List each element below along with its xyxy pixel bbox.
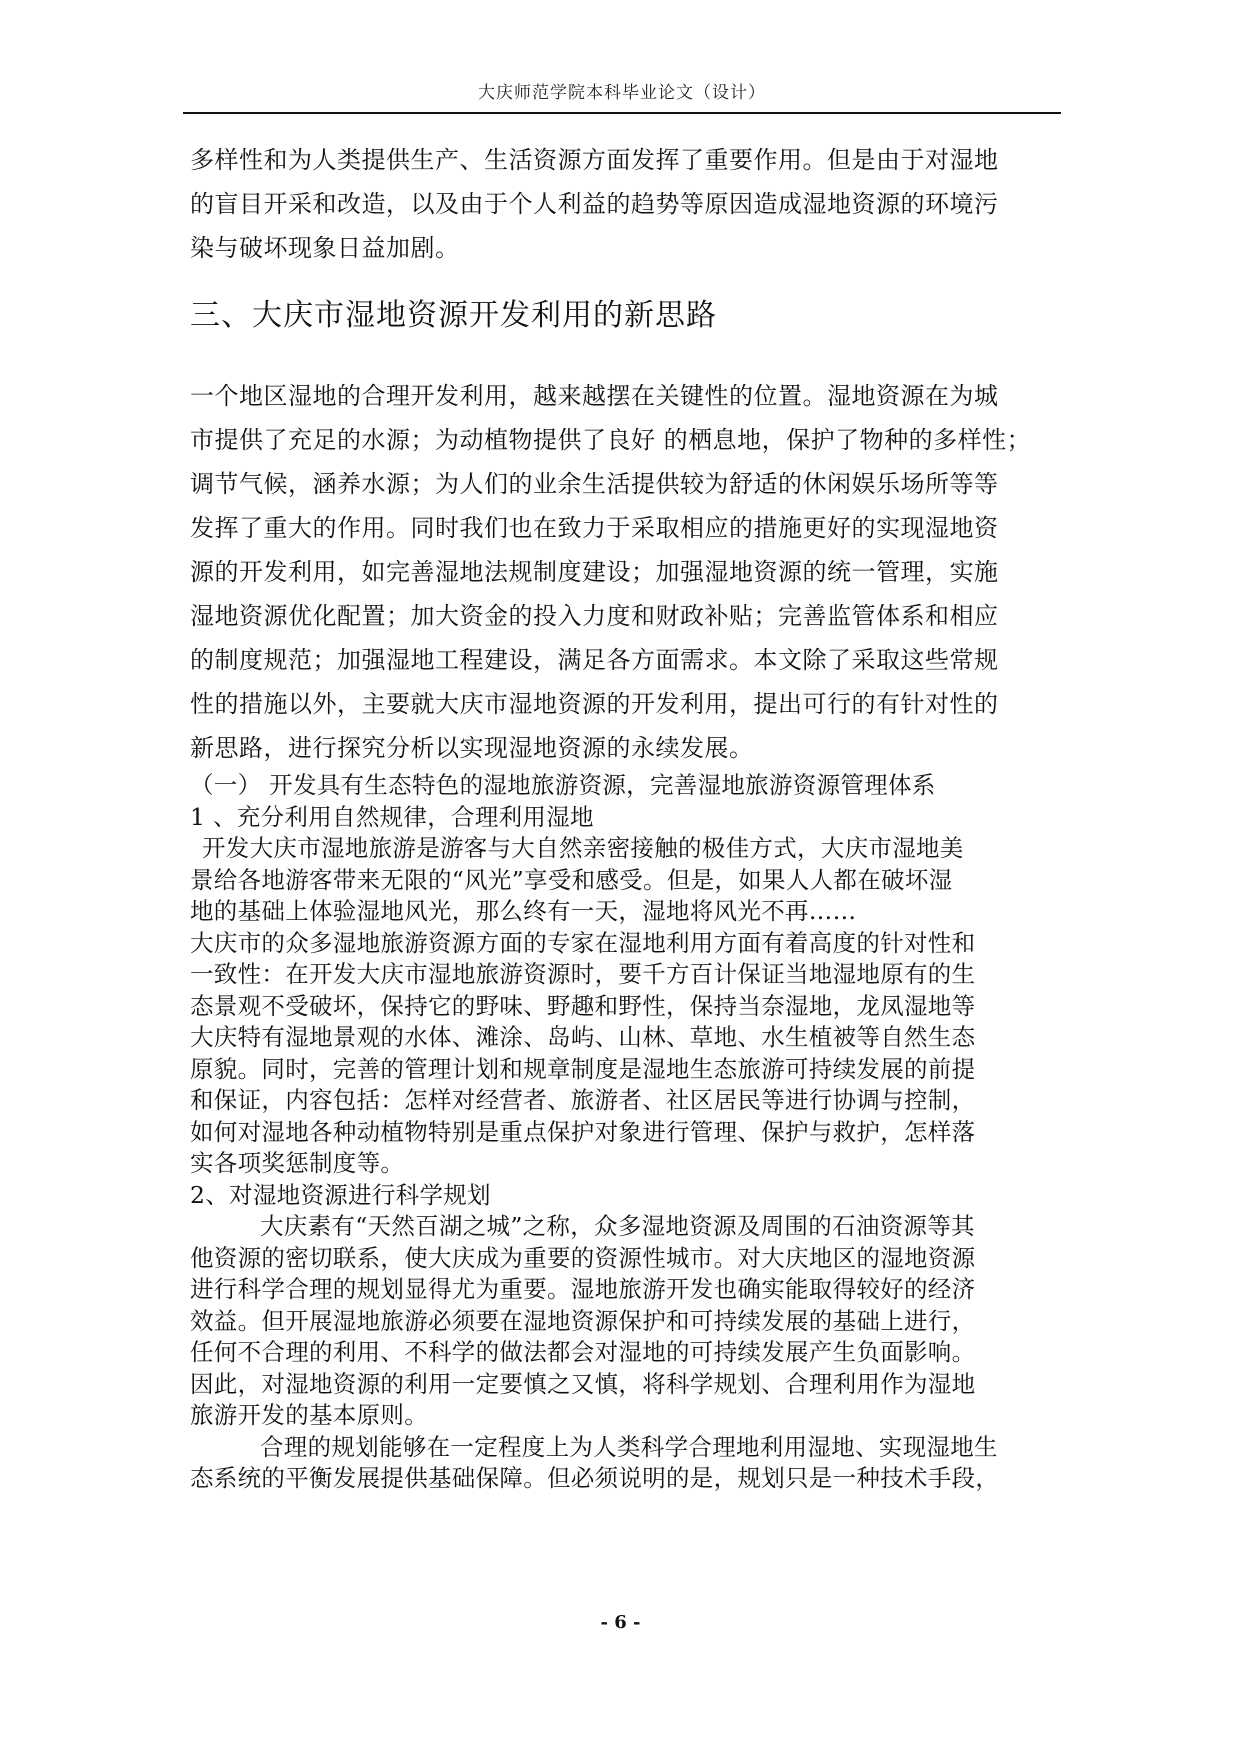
- text-line: 发挥了重大的作用。同时我们也在致力于采取相应的措施更好的实现湿地资: [190, 514, 999, 542]
- dense-section: [190, 770, 1070, 1495]
- running-header: 大庆师范学院本科毕业论文（设计）: [478, 83, 766, 103]
- text-line: 的制度规范；加强湿地工程建设，满足各方面需求。本文除了采取这些常规: [190, 646, 999, 674]
- text-line: 如何对湿地各种动植物特别是重点保护对象进行管理、保护与救护，怎样落: [190, 1117, 976, 1146]
- text-line: 源的开发利用，如完善湿地法规制度建设；加强湿地资源的统一管理，实施: [190, 558, 999, 586]
- text-line: 大庆素有“天然百湖之城”之称，众多湿地资源及周围的石油资源等其: [260, 1212, 975, 1240]
- subheading: 2、对湿地资源进行科学规划: [190, 1180, 491, 1209]
- header-rule: [183, 112, 1061, 114]
- text-line: 新思路，进行探究分析以实现湿地资源的永续发展。: [190, 734, 754, 762]
- text-line: 大庆市的众多湿地旅游资源方面的专家在湿地利用方面有着高度的针对性和: [190, 928, 976, 957]
- section-heading: 三、大庆市湿地资源开发利用的新思路: [190, 298, 717, 333]
- text-line: 性的措施以外，主要就大庆市湿地资源的开发利用，提出可行的有针对性的: [190, 690, 999, 718]
- text-line: 态景观不受破坏，保持它的野味、野趣和野性，保持当奈湿地，龙凤湿地等: [190, 991, 976, 1020]
- page-number: - 6 -: [600, 1612, 641, 1633]
- text-line: 的盲目开采和改造，以及由于个人利益的趋势等原因造成湿地资源的环境污: [190, 190, 999, 218]
- text-line: 一致性：在开发大庆市湿地旅游资源时，要千方百计保证当地湿地原有的生: [190, 960, 976, 988]
- text-line: 他资源的密切联系，使大庆成为重要的资源性城市。对大庆地区的湿地资源: [190, 1243, 976, 1272]
- text-line: 开发大庆市湿地旅游是游客与大自然亲密接触的极佳方式，大庆市湿地美: [202, 834, 964, 862]
- text-line: 一个地区湿地的合理开发利用，越来越摆在关键性的位置。湿地资源在为城: [190, 382, 999, 410]
- intro-paragraph: [190, 138, 1070, 270]
- paragraph: [190, 374, 1070, 770]
- text-line: 地的基础上体验湿地风光，那么终有一天，湿地将风光不再……: [190, 897, 857, 925]
- text-line: 原貌。同时，完善的管理计划和规章制度是湿地生态旅游可持续发展的前提: [190, 1054, 976, 1083]
- text-line: 多样性和为人类提供生产、生活资源方面发挥了重要作用。但是由于对湿地: [190, 146, 999, 174]
- text-line: 旅游开发的基本原则。: [190, 1401, 428, 1429]
- text-line: 市提供了充足的水源；为动植物提供了良好 的栖息地，保护了物种的多样性；: [190, 426, 1032, 454]
- text-line: 实各项奖惩制度等。: [190, 1149, 405, 1177]
- text-line: 因此，对湿地资源的利用一定要慎之又慎，将科学规划、合理利用作为湿地: [190, 1369, 976, 1398]
- text-line: 效益。但开展湿地旅游必须要在湿地资源保护和可持续发展的基础上进行，: [190, 1306, 976, 1335]
- text-line: 湿地资源优化配置；加大资金的投入力度和财政补贴；完善监管体系和相应: [190, 602, 999, 630]
- text-line: 染与破坏现象日益加剧。: [190, 234, 460, 262]
- text-line: 大庆特有湿地景观的水体、滩涂、岛屿、山林、草地、水生植被等自然生态: [190, 1023, 976, 1051]
- text-line: 进行科学合理的规划显得尤为重要。湿地旅游开发也确实能取得较好的经济: [190, 1275, 976, 1303]
- subheading: 1 、充分利用自然规律，合理利用湿地: [190, 802, 594, 831]
- text-line: 和保证，内容包括：怎样对经营者、旅游者、社区居民等进行协调与控制，: [190, 1086, 976, 1114]
- subheading: （一） 开发具有生态特色的湿地旅游资源，完善湿地旅游资源管理体系: [190, 771, 936, 799]
- text-line: 景给各地游客带来无限的“风光”享受和感受。但是，如果人人都在破坏湿: [190, 865, 953, 894]
- text-line: 态系统的平衡发展提供基础保障。但必须说明的是，规划只是一种技术手段，: [190, 1464, 1000, 1492]
- text-line: 调节气候，涵养水源；为人们的业余生活提供较为舒适的休闲娱乐场所等等: [190, 470, 999, 498]
- text-line: 合理的规划能够在一定程度上为人类科学合理地利用湿地、实现湿地生: [260, 1432, 998, 1461]
- text-line: 任何不合理的利用、不科学的做法都会对湿地的可持续发展产生负面影响。: [190, 1338, 976, 1366]
